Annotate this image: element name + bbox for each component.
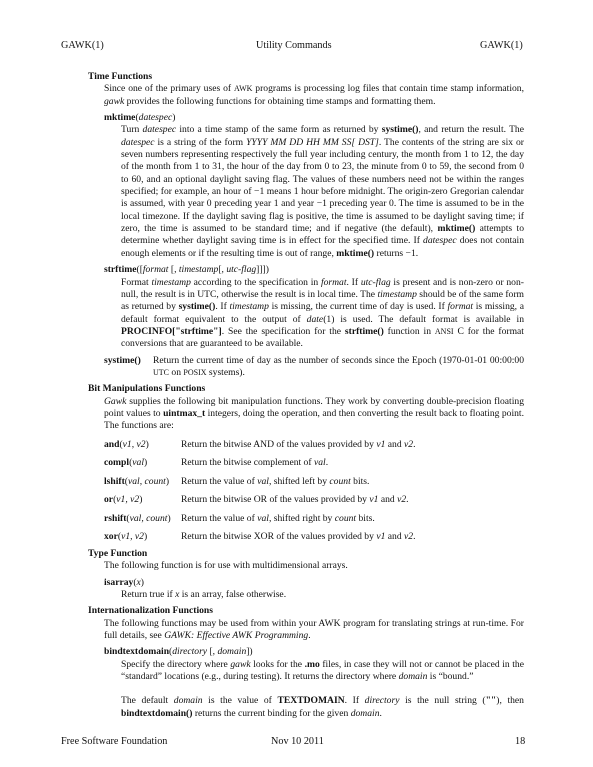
footer-left: Free Software Foundation bbox=[61, 736, 168, 747]
header-center: Utility Commands bbox=[256, 40, 332, 51]
bit-function-signature: and(v1, v2) bbox=[104, 438, 149, 450]
type-function-heading: Type Function bbox=[88, 547, 148, 559]
isarray-signature: isarray(x) bbox=[104, 576, 144, 588]
intl-functions-heading: Internationalization Functions bbox=[88, 605, 213, 617]
bit-function-description: Return the value of val, shifted right by count bits. bbox=[181, 512, 375, 524]
systime-entry bbox=[104, 355, 593, 380]
bit-function-signature: rshift(val, count) bbox=[104, 512, 171, 524]
bit-functions-intro: Gawk supplies the following bit manipulation functions. They work by converting double-precision floating point values to uintmax_t integers, doing the operation, and then converting the result back to floating point. The functions are: bbox=[104, 395, 524, 432]
type-function-intro: The following function is for use with multidimensional arrays. bbox=[104, 560, 348, 572]
systime-signature: systime() bbox=[104, 354, 141, 366]
page-number: 18 bbox=[515, 736, 526, 747]
bindtextdomain-default-note: The default domain is the value of TEXTDOMAIN. If directory is the null string (""), then bindtextdomain() returns the current binding for the given domain. bbox=[121, 695, 524, 719]
bit-functions-heading: Bit Manipulations Functions bbox=[88, 383, 206, 395]
bit-function-description: Return the bitwise complement of val. bbox=[181, 457, 329, 469]
mktime-description: Turn datespec into a time stamp of the same form as returned by systime(), and return the result. The datespec is a string of the form YYYY MM DD HH MM SS[ DST]. The contents of the string are six or seven numbers representing respectively the full year including century, the month from 1 to 12, the day of the month from 1 to 31, the hour of the day from 0 to 23, the minute from 0 to 59, the second from 0 to 60, and an optional daylight saving flag. The values of these numbers need not be within the ranges specified; for example, an hour of −1 means 1 hour before midnight. The origin-zero Gregorian calendar is assumed, with year 0 preceding year 1 and year −1 preceding year 0. The time is assumed to be in the local timezone. If the daylight saving flag is positive, the time is assumed to be daylight saving time; if zero, the time is assumed to be standard time; and if negative (the default), mktime() attempts to determine whether daylight saving time is in effect for the specified time. If datespec does not contain enough elements or if the resulting time is out of range, mktime() returns −1. bbox=[121, 124, 524, 259]
time-functions-heading: Time Functions bbox=[88, 71, 153, 82]
intl-functions-intro: The following functions may be used from within your AWK program for translating strings at run-time. For full details, see GAWK: Effective AWK Programming. bbox=[104, 617, 524, 641]
bit-function-description: Return the value of val, shifted left by count bits. bbox=[181, 475, 370, 487]
mktime-signature: mktime(datespec) bbox=[104, 112, 176, 124]
bit-function-signature: xor(v1, v2) bbox=[104, 531, 148, 543]
bit-function-row bbox=[0, 457, 593, 469]
time-functions-intro: Since one of the primary uses of AWK programs is processing log files that contain time stamp information, gawk provides the following functions for obtaining time stamps and formatting them. bbox=[104, 83, 524, 107]
bit-function-description: Return the bitwise XOR of the values provided by v1 and v2. bbox=[181, 531, 416, 543]
bit-function-signature: or(v1, v2) bbox=[104, 494, 143, 506]
bit-function-row bbox=[0, 476, 593, 488]
bit-function-row bbox=[0, 494, 593, 506]
strftime-signature: strftime([format [, timestamp[, utc-flag]]]) bbox=[104, 264, 269, 276]
bit-function-signature: compl(val) bbox=[104, 457, 148, 469]
systime-description: Return the current time of day as the number of seconds since the Epoch (1970-01-01 00:00:00 UTC on POSIX systems). bbox=[153, 354, 524, 378]
strftime-description: Format timestamp according to the specification in format. If utc-flag is present and is non-zero or non-null, the result is in UTC, otherwise the result is in local time. The timestamp should be of the same form as returned by systime(). If timestamp is missing, the current time of day is used. If format is missing, a default format equivalent to the output of date(1) is used. The default format is available in PROCINFO["strftime"]. See the specification for the strftime() function in ANSI C for the format conversions that are guaranteed to be available. bbox=[121, 276, 525, 350]
bindtextdomain-signature: bindtextdomain(directory [, domain]) bbox=[104, 646, 253, 658]
header-right: GAWK(1) bbox=[480, 40, 523, 51]
bit-function-list bbox=[0, 439, 593, 544]
bit-function-description: Return the bitwise OR of the values provided by v1 and v2. bbox=[181, 494, 409, 506]
bit-function-row bbox=[0, 531, 593, 543]
bit-function-row bbox=[0, 439, 593, 451]
bit-function-description: Return the bitwise AND of the values provided by v1 and v2. bbox=[181, 438, 416, 450]
isarray-description: Return true if x is an array, false otherwise. bbox=[121, 588, 287, 600]
page-content bbox=[0, 71, 593, 720]
bit-function-row bbox=[0, 513, 593, 525]
header-left: GAWK(1) bbox=[61, 40, 104, 51]
bindtextdomain-description: Specify the directory where gawk looks for the .mo files, in case they will not or cannot be placed in the “standard” locations (e.g., during testing). It returns the directory where domain is “bound.” bbox=[121, 658, 524, 682]
bit-function-signature: lshift(val, count) bbox=[104, 475, 170, 487]
footer-center: Nov 10 2011 bbox=[271, 736, 324, 747]
